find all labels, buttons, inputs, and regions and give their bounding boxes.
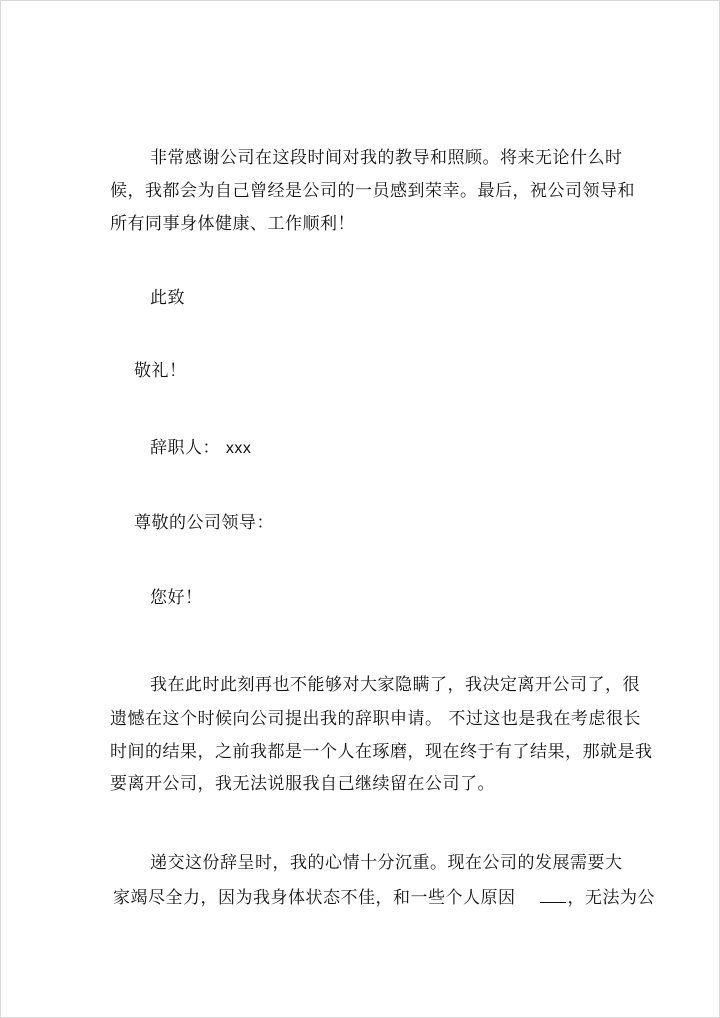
paragraph-submit-line-1: 递交这份辞呈时，我的心情十分沉重。现在公司的发展需要大 [150, 853, 623, 873]
salutation: 尊敬的公司领导： [134, 513, 274, 533]
paragraph-resign-line-2: 遗憾在这个时候向公司提出我的辞职申请。 不过这也是我在考虑很长 [110, 709, 641, 729]
closing-jingli: 敬礼！ [134, 361, 187, 381]
greeting: 您好！ [150, 588, 203, 608]
fill-in-blank [540, 888, 566, 903]
paragraph-resign-line-4: 要离开公司，我无法说服我自己继续留在公司了。 [110, 774, 495, 794]
paragraph-submit-line-2 [113, 887, 655, 909]
signature-line [150, 437, 251, 460]
closing-cizhi: 此致 [150, 288, 185, 308]
paragraph-resign-line-1: 我在此时此刻再也不能够对大家隐瞒了，我决定离开公司了，很 [150, 675, 640, 695]
paragraph-resign-line-3: 时间的结果，之前我都是一个人在琢磨，现在终于有了结果，那就是我 [110, 742, 653, 762]
signature-name: xxx [225, 440, 252, 457]
paragraph-thanks-line-1: 非常感谢公司在这段时间对我的教导和照顾。将来无论什么时 [150, 148, 623, 168]
paragraph-submit-text-b: ，无法为公 [567, 888, 655, 908]
signature-label: 辞职人： [150, 438, 220, 458]
paragraph-thanks-line-3: 所有同事身体健康、工作顺利！ [110, 214, 355, 234]
paragraph-submit-text-a: 家竭尽全力，因为我身体状态不佳，和一些个人原因 [113, 888, 516, 908]
paragraph-thanks-line-2: 候，我都会为自己曾经是公司的一员感到荣幸。最后，祝公司领导和 [110, 181, 635, 201]
